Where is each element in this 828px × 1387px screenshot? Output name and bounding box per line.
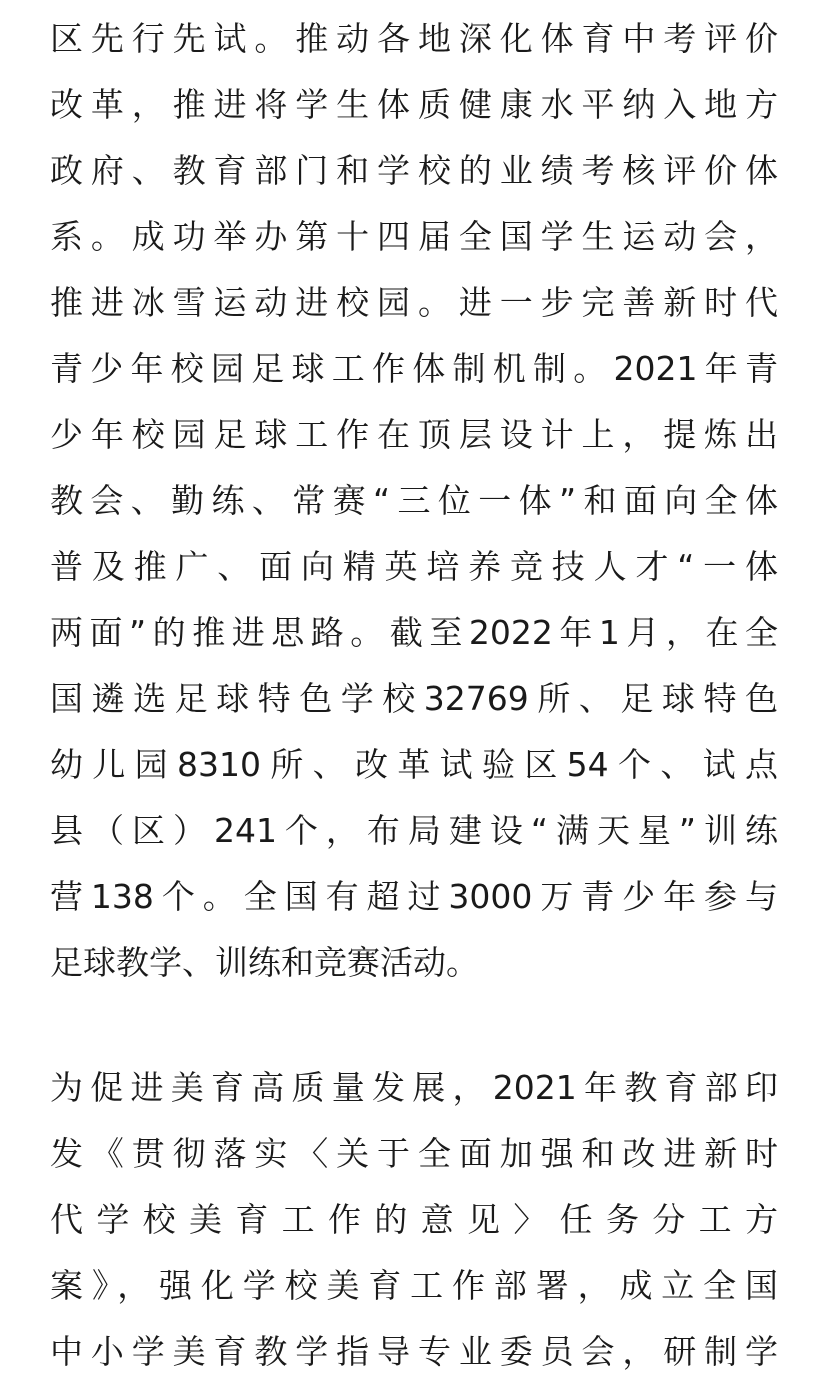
text-line: 少年校园足球工作在顶层设计上，提炼出 xyxy=(50,415,778,454)
text-line: 推进冰雪运动进校园。进一步完善新时代 xyxy=(50,283,778,322)
text-line: 青少年校园足球工作体制机制。2021年青 xyxy=(50,349,778,388)
text-line: 国遴选足球特色学校32769所、足球特色 xyxy=(50,679,778,718)
text-line: 政府、教育部门和学校的业绩考核评价体 xyxy=(50,151,778,190)
text-line: 中小学美育教学指导专业委员会，研制学 xyxy=(50,1332,778,1371)
text-line: 足球教学、训练和竞赛活动。 xyxy=(50,943,479,982)
text-line: 系。成功举办第十四届全国学生运动会， xyxy=(50,217,778,256)
text-line: 区先行先试。推动各地深化体育中考评价 xyxy=(50,19,778,58)
text-line: 为促进美育高质量发展，2021年教育部印 xyxy=(50,1068,778,1107)
text-line: 普及推广、面向精英培养竞技人才“一体 xyxy=(50,547,778,586)
text-line: 代学校美育工作的意见〉任务分工方 xyxy=(50,1200,778,1239)
text-line: 改革，推进将学生体质健康水平纳入地方 xyxy=(50,85,778,124)
text-line: 教会、勤练、常赛“三位一体”和面向全体 xyxy=(50,481,778,520)
text-line: 营138个。全国有超过3000万青少年参与 xyxy=(50,877,778,916)
text-line: 县（区）241个，布局建设“满天星”训练 xyxy=(50,811,778,850)
text-line: 发《贯彻落实〈关于全面加强和改进新时 xyxy=(50,1134,778,1173)
text-line: 案》，强化学校美育工作部署，成立全国 xyxy=(50,1266,778,1305)
text-line: 幼儿园8310所、改革试验区54个、试点 xyxy=(50,745,778,784)
text-line: 两面”的推进思路。截至2022年1月，在全 xyxy=(50,613,778,652)
